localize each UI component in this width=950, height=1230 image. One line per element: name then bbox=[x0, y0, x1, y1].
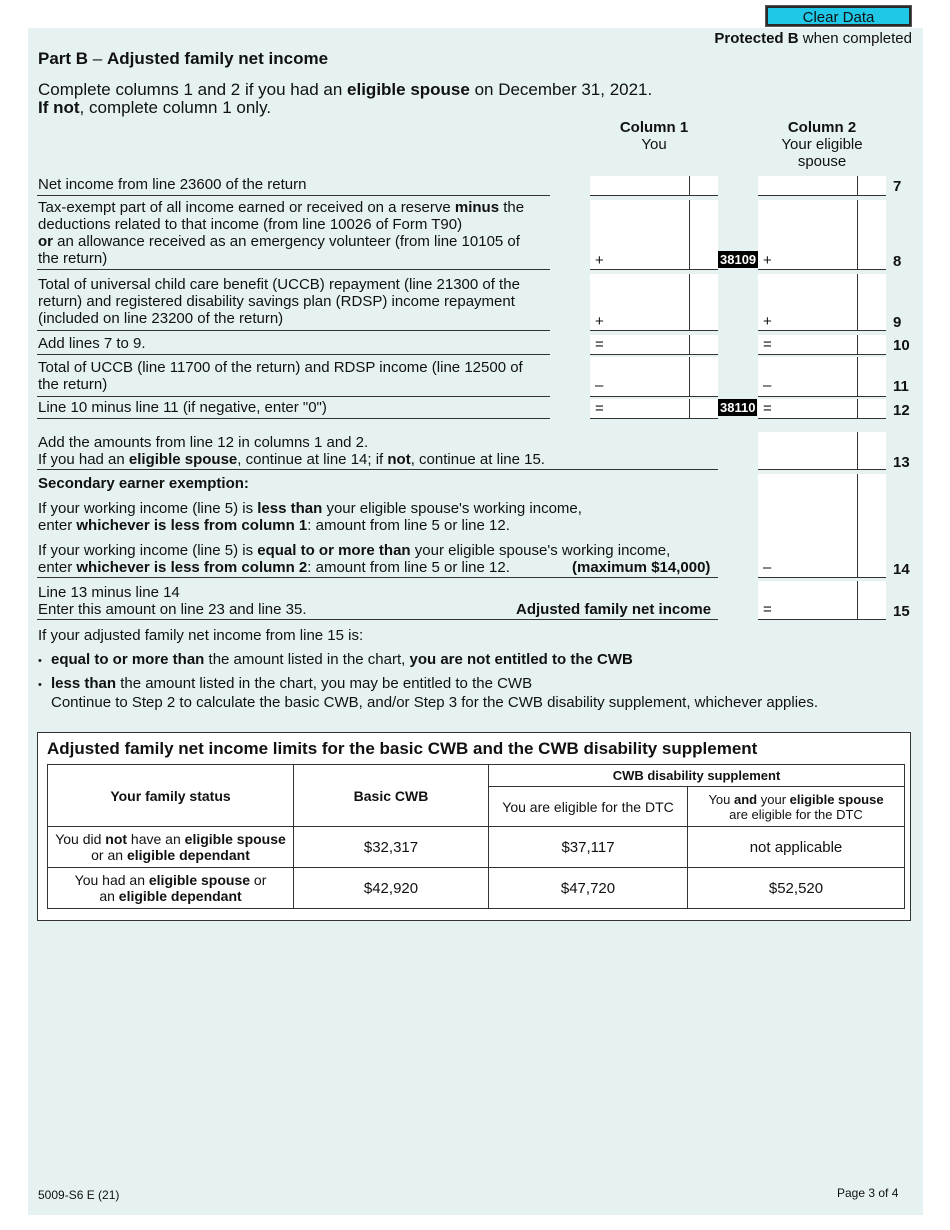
row-2-you: $47,720 bbox=[489, 868, 688, 909]
cents-divider bbox=[857, 581, 858, 620]
clear-data-button[interactable]: Clear Data bbox=[766, 6, 911, 26]
cents-divider bbox=[857, 176, 858, 196]
line-11-col1-input[interactable] bbox=[590, 357, 718, 397]
adjusted-family-net-income-label: Adjusted family net income bbox=[516, 601, 712, 618]
line-8-col2-input[interactable] bbox=[758, 200, 886, 270]
line-11-col2-input[interactable] bbox=[758, 357, 886, 397]
header-family-status: Your family status bbox=[48, 765, 294, 827]
cents-divider bbox=[689, 335, 690, 355]
line-10-number: 10 bbox=[893, 337, 910, 354]
line-9-label: Total of universal child care benefit (UCCB) repayment (line 21300 of the return) and registered disability savings plan (RDSP) income repayment (included on line 23200 of the return) bbox=[38, 276, 520, 327]
maximum-note: (maximum $14,000) bbox=[572, 559, 711, 576]
line-15-input[interactable] bbox=[758, 581, 886, 620]
intro-text: Complete columns 1 and 2 if you had an eligible spouse on December 31, 2021. If not, complete column 1 only. bbox=[38, 80, 653, 117]
line-9-col2-input[interactable] bbox=[758, 274, 886, 331]
line-12-col2-sign: = bbox=[763, 400, 772, 417]
divider bbox=[37, 418, 550, 419]
line-7-label: Net income from line 23600 of the return bbox=[38, 176, 307, 193]
line-14-sign: – bbox=[763, 559, 772, 576]
header-basic-cwb: Basic CWB bbox=[294, 765, 489, 827]
column-1-heading: Column 1 You bbox=[619, 119, 689, 153]
cents-divider bbox=[689, 200, 690, 270]
divider bbox=[37, 269, 550, 270]
cents-divider bbox=[857, 274, 858, 331]
line-14-input[interactable] bbox=[758, 474, 886, 578]
line-10-label: Add lines 7 to 9. bbox=[38, 335, 146, 352]
line-12-col2-input[interactable] bbox=[758, 399, 886, 419]
row-2-basic: $42,920 bbox=[294, 868, 489, 909]
cents-divider bbox=[689, 357, 690, 397]
line-9-number: 9 bbox=[893, 314, 902, 331]
income-limits-table bbox=[47, 764, 905, 909]
form-number: 5009-S6 E (21) bbox=[38, 1188, 120, 1202]
line-12-col1-input[interactable] bbox=[590, 399, 718, 419]
divider bbox=[37, 619, 718, 620]
line-11-col2-sign: – bbox=[763, 377, 772, 394]
line-9-col1-input[interactable] bbox=[590, 274, 718, 331]
table-row bbox=[48, 868, 905, 909]
line-9-col1-sign: + bbox=[595, 313, 604, 330]
line-12-number: 12 bbox=[893, 402, 910, 419]
divider bbox=[37, 330, 550, 331]
line-8-number: 8 bbox=[893, 253, 902, 270]
cents-divider bbox=[689, 274, 690, 331]
divider bbox=[37, 577, 718, 578]
cents-divider bbox=[857, 200, 858, 270]
page-number: Page 3 of 4 bbox=[837, 1186, 899, 1200]
cents-divider bbox=[857, 399, 858, 419]
row-1-both: not applicable bbox=[688, 827, 905, 868]
line-15-label: Line 13 minus line 14 Enter this amount on line 23 and line 35. bbox=[38, 584, 307, 618]
header-you-eligible: You are eligible for the DTC bbox=[489, 787, 688, 827]
income-limits-title: Adjusted family net income limits for the basic CWB and the CWB disability supplement bbox=[47, 739, 758, 758]
line-14-number: 14 bbox=[893, 561, 910, 578]
result-bullet-1: • equal to or more than the amount listed in the chart, you are not entitled to the CWB bbox=[38, 651, 633, 668]
header-disability-supplement: CWB disability supplement bbox=[489, 765, 905, 787]
divider bbox=[37, 354, 550, 355]
divider bbox=[37, 195, 550, 196]
line-7-col2-input[interactable] bbox=[758, 176, 886, 196]
part-title: Part B – Adjusted family net income bbox=[38, 49, 329, 68]
line-13-label: Add the amounts from line 12 in columns 1 and 2. If you had an eligible spouse, continue at line 14; if not, continue at line 15. bbox=[38, 434, 545, 468]
line-13-input[interactable] bbox=[758, 432, 886, 470]
line-10-col1-input[interactable] bbox=[590, 335, 718, 355]
divider bbox=[37, 396, 550, 397]
line-12-label: Line 10 minus line 11 (if negative, enter "0") bbox=[38, 399, 327, 416]
cents-divider bbox=[689, 399, 690, 419]
column-2-heading: Column 2 Your eligible spouse bbox=[781, 119, 863, 170]
line-8-col1-input[interactable] bbox=[590, 200, 718, 270]
line-10-col2-sign: = bbox=[763, 336, 772, 353]
income-limits-box bbox=[37, 732, 911, 921]
line-11-label: Total of UCCB (line 11700 of the return) and RDSP income (line 12500 of the return) bbox=[38, 359, 523, 393]
protected-notice: Protected B when completed bbox=[714, 30, 912, 47]
line-8-label: Tax-exempt part of all income earned or received on a reserve minus the deductions related to that income (from line 10026 of Form T90) or an allowance received as an emergency volunteer (from line 10105 of the return) bbox=[38, 199, 525, 267]
line-15-sign: = bbox=[763, 601, 772, 618]
cents-divider bbox=[857, 335, 858, 355]
cents-divider bbox=[857, 474, 858, 578]
table-row bbox=[48, 827, 905, 868]
line-7-number: 7 bbox=[893, 178, 902, 195]
line-8-col1-sign: + bbox=[595, 252, 604, 269]
line-13-number: 13 bbox=[893, 454, 910, 471]
line-8-code-tag: 38109 bbox=[720, 252, 757, 267]
line-15-number: 15 bbox=[893, 603, 910, 620]
bullet: • bbox=[38, 655, 42, 667]
line-12-col1-sign: = bbox=[595, 400, 604, 417]
cents-divider bbox=[689, 176, 690, 196]
line-11-number: 11 bbox=[893, 378, 909, 395]
row-2-status: You had an eligible spouse or an eligible dependant bbox=[48, 868, 294, 909]
line-12-code-tag: 38110 bbox=[720, 400, 756, 415]
line-7-col1-input[interactable] bbox=[590, 176, 718, 196]
bullet: • bbox=[38, 679, 42, 691]
cents-divider bbox=[857, 357, 858, 397]
line-11-col1-sign: – bbox=[595, 377, 604, 394]
divider bbox=[37, 469, 718, 470]
cents-divider bbox=[857, 432, 858, 470]
secondary-earner-section: Secondary earner exemption: If your working income (line 5) is less than your eligible spouse's working income, enter whichever is less from column 1: amount from line 5 or line 12. If your working income (line 5) is equal to or more than your eligible spouse's working income, enter whichever is less from column 2: amount from line 5 or line 12. bbox=[38, 475, 671, 576]
line-8-col2-sign: + bbox=[763, 252, 772, 269]
result-lead-text: If your adjusted family net income from line 15 is: bbox=[38, 627, 364, 644]
header-both-eligible: You and your eligible spouse are eligible for the DTC bbox=[688, 787, 905, 827]
line-10-col1-sign: = bbox=[595, 336, 604, 353]
row-1-basic: $32,317 bbox=[294, 827, 489, 868]
row-1-status: You did not have an eligible spouse or an eligible dependant bbox=[48, 827, 294, 868]
row-1-you: $37,117 bbox=[489, 827, 688, 868]
result-bullet-2: • less than the amount listed in the chart, you may be entitled to the CWB Continue to Step 2 to calculate the basic CWB, and/or Step 3 for the CWB disability supplement, whichever applies. bbox=[38, 675, 819, 711]
row-2-both: $52,520 bbox=[688, 868, 905, 909]
line-9-col2-sign: + bbox=[763, 313, 772, 330]
line-10-col2-input[interactable] bbox=[758, 335, 886, 355]
